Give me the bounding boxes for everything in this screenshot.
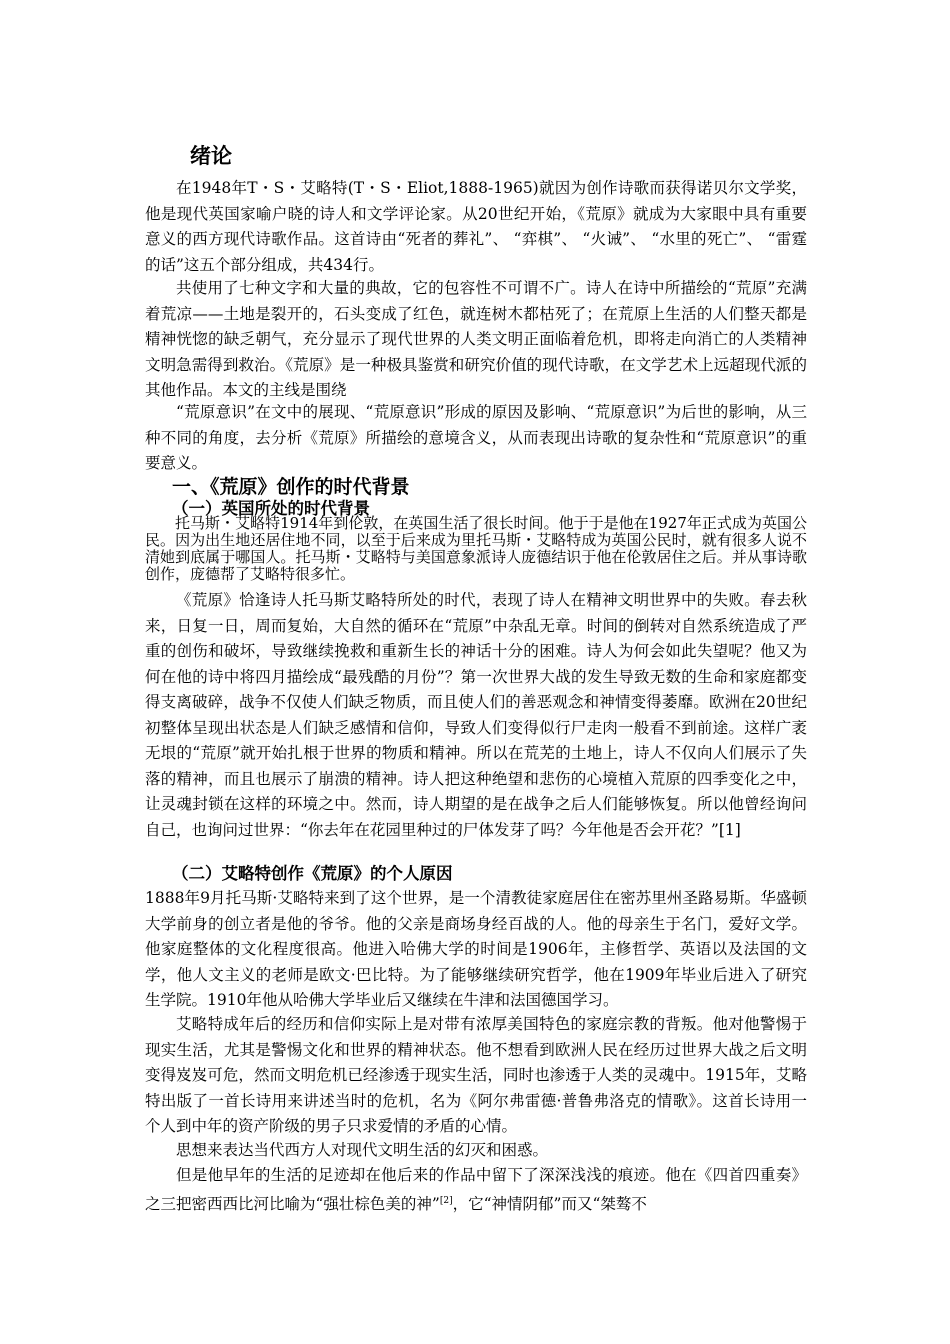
section-1-2-paragraph-4	[145, 1163, 807, 1217]
paragraph-4-text-b: ，它“神情阴郁”而又“桀骜不	[452, 1194, 647, 1213]
section-1-2-paragraph-2: 艾略特成年后的经历和信仰实际上是对带有浓厚美国特色的家庭宗教的背叛。他对他警惕于现实生活，尤其是警惕文化和世界的精神状态。他不想看到欧洲人民在经历过世界大战之后文明变得岌岌可危，然而文明危机已经渗透于现实生活，同时也渗透于人类的灵魂中。1915年，艾略特出版了一首长诗用来讲述当时的危机，名为《阿尔弗雷德·普鲁弗洛克的情歌》。这首长诗用一个人到中年的资产阶级的男子只求爱情的矛盾的心情。	[145, 1015, 807, 1135]
heading-introduction: 绪论	[190, 144, 232, 168]
section-1-1-paragraph-2: 《荒原》恰逢诗人托马斯艾略特所处的时代，表现了诗人在精神文明世界中的失败。春去秋来，日复一日，周而复始，大自然的循环在“荒原”中杂乱无章。时间的倒转对自然系统造成了严重的创伤和破坏，导致继续挽救和重新生长的神话十分的困难。诗人为何会如此失望呢？他又为何在他的诗中将四月描绘成“最残酷的月份”？第一次世界大战的发生导致无数的生命和家庭都变得支离破碎，战争不仅使人们缺乏物质，而且使人们的善恶观念和神情变得萎靡。欧洲在20世纪初整体呈现出状态是人们缺乏感情和信仰，导致人们变得似行尸走肉一般看不到前途。这样广袤无垠的“荒原”就开始扎根于世界的物质和精神。所以在荒芜的土地上，诗人不仅向人们展示了失落的精神，而且也展示了崩溃的精神。诗人把这种绝望和悲伤的心境植入荒原的四季变化之中，让灵魂封锁在这样的环境之中。然而，诗人期望的是在战争之后人们能够恢复。所以他曾经询问自己，也询问过世界：“你去年在花园里种过的尸体发芽了吗？今年他是否会开花？”[1]	[145, 591, 807, 839]
citation-ref: [2]	[439, 1195, 453, 1206]
section-1-title: 一、《荒原》创作的时代背景	[172, 476, 410, 498]
section-1-2-paragraph-3: 思想来表达当代西方人对现代文明生活的幻灭和困惑。	[176, 1141, 549, 1159]
intro-paragraph-3: “荒原意识”在文中的展现、“荒原意识”形成的原因及影响、“荒原意识”为后世的影响，从三种不同的角度，去分析《荒原》所描绘的意境含义，从而表现出诗歌的复杂性和“荒原意识”的重要意义。	[145, 403, 807, 472]
section-1-1-paragraph-1: 托马斯・艾略特1914年到伦敦，在英国生活了很长时间。他于于是他在1927年正式成为英国公民。因为出生地还居住地不同，以至于后来成为里托马斯・艾略特成为英国公民时，就有很多人说不清她到底属于哪国人。托马斯・艾略特与美国意象派诗人庞德结识于他在伦敦居住之后。并从事诗歌创作，庞德帮了艾略特很多忙。	[145, 514, 807, 583]
paragraph-4-text-a: 但是他早年的生活的足迹却在他后来的作品中留下了深深浅浅的痕迹。他在《四首四重奏》之三把密西西比河比喻为“强壮棕色美的神”	[145, 1166, 807, 1213]
section-1-2-title: （二）艾略特创作《荒原》的个人原因	[172, 864, 453, 883]
section-1-2-paragraph-1: 1888年9月托马斯·艾略特来到了这个世界，是一个清教徒家庭居住在密苏里州圣路易斯。华盛顿大学前身的创立者是他的爷爷。他的父亲是商场身经百战的人。他的母亲生于名门，爱好文学。他家庭整体的文化程度很高。他进入哈佛大学的时间是1906年，主修哲学、英语以及法国的文学，他人文主义的老师是欧文·巴比特。为了能够继续研究哲学，他在1909年毕业后进入了研究生学院。1910年他从哈佛大学毕业后又继续在牛津和法国德国学习。	[145, 889, 807, 1009]
intro-paragraph-1: 在1948年T・S・艾略特(T・S・Eliot,1888-1965)就因为创作诗歌而获得诺贝尔文学奖，他是现代英国家喻户晓的诗人和文学评论家。从20世纪开始，《荒原》就成为大家眼中具有重要意义的西方现代诗歌作品。这首诗由“死者的葬礼”、 “弈棋”、 “火诫”、 “水里的死亡”、 “雷霆的话”这五个部分组成，共434行。	[145, 179, 807, 274]
intro-paragraph-2: 共使用了七种文字和大量的典故，它的包容性不可谓不广。诗人在诗中所描绘的“荒原”充满着荒凉——土地是裂开的，石头变成了红色，就连树木都枯死了；在荒原上生活的人们整天都是精神恍惚的缺乏朝气，充分显示了现代世界的人类文明正面临着危机，即将走向消亡的人类精神文明急需得到救治。《荒原》是一种极具鉴赏和研究价值的现代诗歌，在文学艺术上远超现代派的其他作品。本文的主线是围绕	[145, 279, 807, 399]
section-1-1-title: （一）英国所处的时代背景	[172, 499, 370, 518]
